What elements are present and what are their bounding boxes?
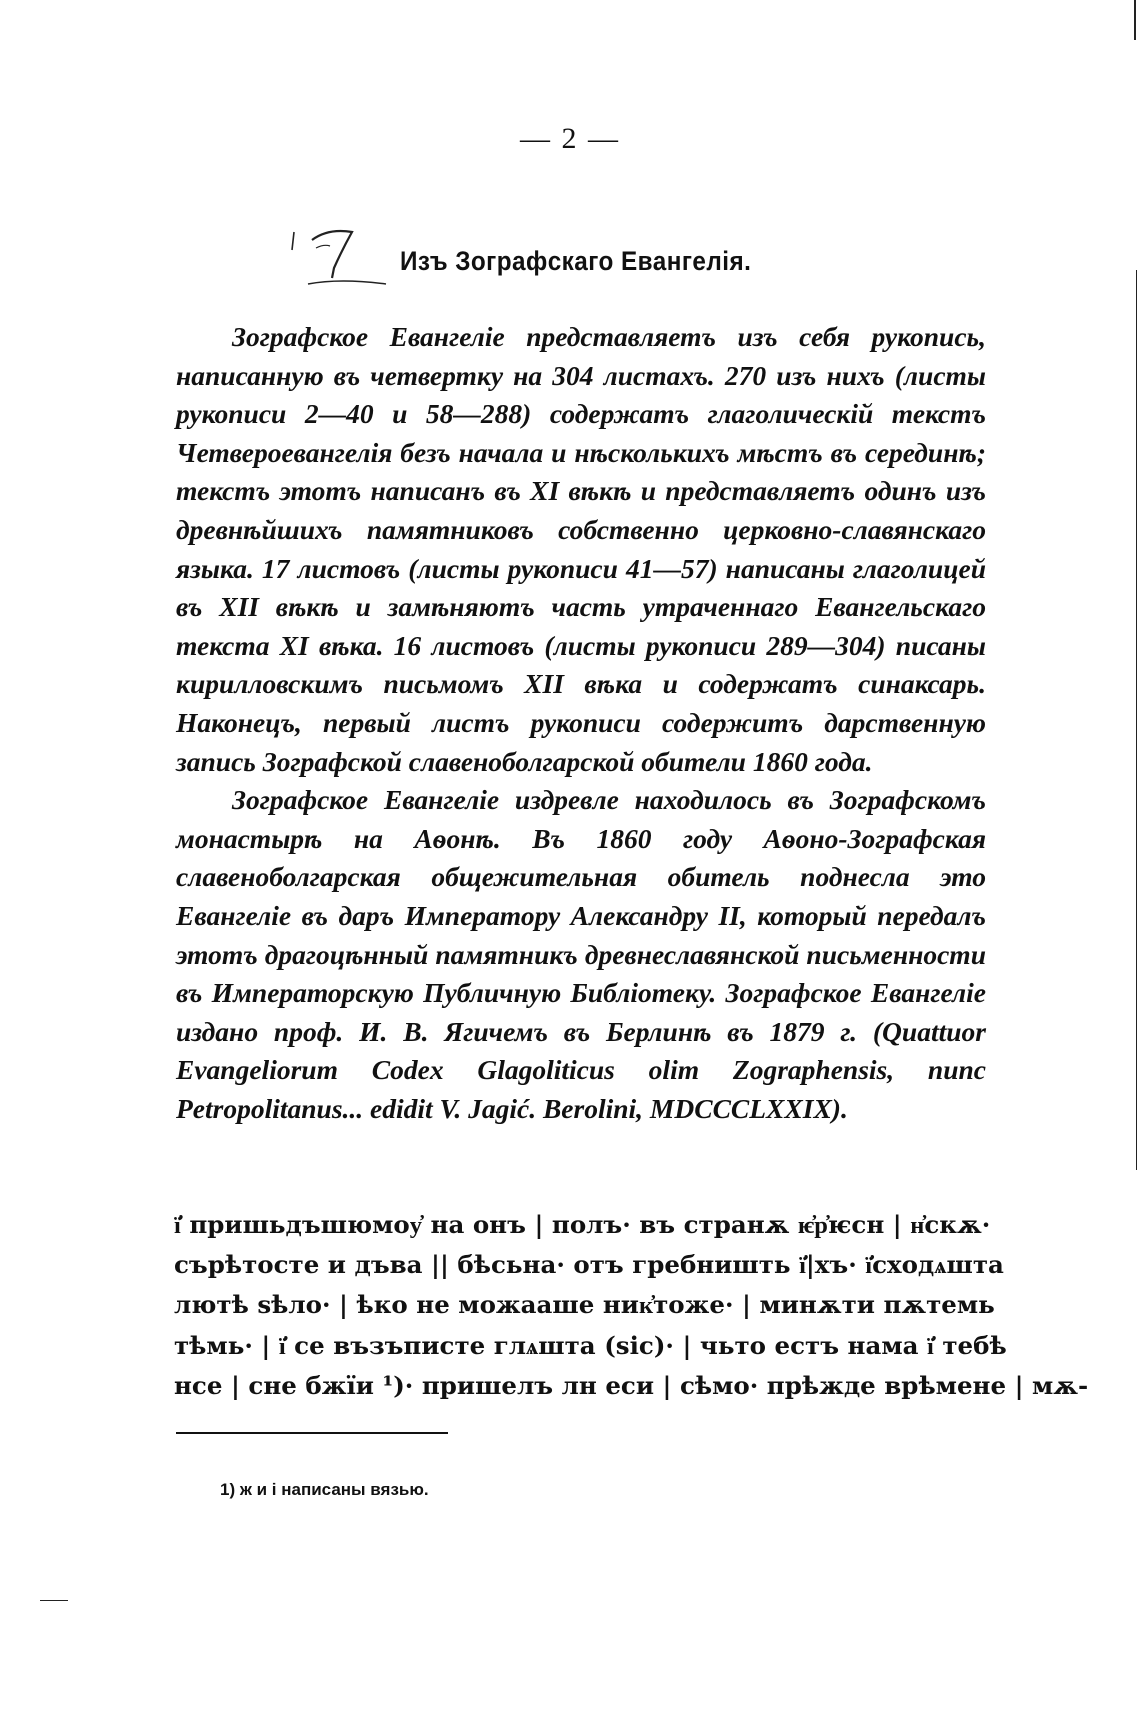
- slavonic-line-4: тѣмь· | ї҆ се възъписте глѧшта (sic)· | чьто естъ нама ї҆ тебѣ: [174, 1330, 1007, 1360]
- handwritten-number-mark-icon: [290, 228, 410, 288]
- section-heading: Изъ Зографскаго Евангелія.: [400, 246, 752, 276]
- paragraph-1: Зографское Евангеліе представляетъ изъ себя рукопись, написанную въ четвертку на 304 листахъ. 270 изъ нихъ (листы рукописи 2—40 и 58—288) содержатъ глаголическій текстъ Четвероевангелія безъ начала и нѣсколькихъ мѣстъ въ серединѣ; текстъ этотъ написанъ въ XI вѣкѣ и представляетъ одинъ изъ древнѣйшихъ памятниковъ собственно церковно-славянскаго языка. 17 листовъ (листы рукописи 41—57) написаны глаголицей въ XII вѣкѣ и замѣняютъ часть утраченнаго Евангельскаго текста XI вѣка. 16 листовъ (листы рукописи 289—304) писаны кирилловскимъ письмомъ XII вѣка и содержатъ синаксарь. Наконецъ, первый листъ рукописи содержитъ дарственную запись Зографской славеноболгарской обители 1860 года.: [176, 321, 986, 777]
- slavonic-line-3: лютѣ ѕѣло· | ѣко не можааше ник҆тоже· | минѫти пѫтемь: [174, 1290, 995, 1320]
- paragraph-2: Зографское Евангеліе издревле находилось въ Зографскомъ монастырѣ на Аѳонѣ. Въ 1860 году Аѳоно-Зографская славеноболгарская общежительная обитель поднесла это Евангеліе въ даръ Императору Александру II, который передалъ этотъ драгоцѣнный памятникъ древнеславянской письменности въ Императорскую Публичную Библіотеку. Зографское Евангеліе издано проф. И. В. Ягичемъ въ Берлинѣ въ 1879 г. (Quattuor Evangeliorum Codex Glagoliticus olim Zographensis, nunc Petropolitanus... edidit V. Jagić. Berolini, MDCCCLXXIX).: [176, 784, 986, 1124]
- scan-mark-bottom-left: [40, 1600, 68, 1601]
- scan-edge-line-top: [1134, 0, 1136, 40]
- footnote: 1) ж и і написаны вязью.: [220, 1480, 429, 1499]
- slavonic-line-1: ї҆ пришьдъшюмоу҆ на онъ | полъ· въ странѫ ѥ҆р҆ѥсн | н҆скѫ·: [174, 1210, 991, 1239]
- scan-edge-line-right: [1136, 270, 1137, 1170]
- slavonic-excerpt: [174, 1205, 1089, 1406]
- slavonic-line-5: нсе | сне бжїи ¹)· пришелъ лн еси | сѣмо· прѣжде врѣмене | мѫ-: [174, 1370, 1089, 1400]
- footnote-rule: [176, 1432, 448, 1434]
- page-number: — 2 —: [520, 122, 620, 155]
- body-text: [176, 318, 986, 1128]
- slavonic-line-2: сърѣтосте и дъва || бѣсьна· отъ гребништь ї҆|хъ· ї҆сходѧшта: [174, 1250, 1004, 1280]
